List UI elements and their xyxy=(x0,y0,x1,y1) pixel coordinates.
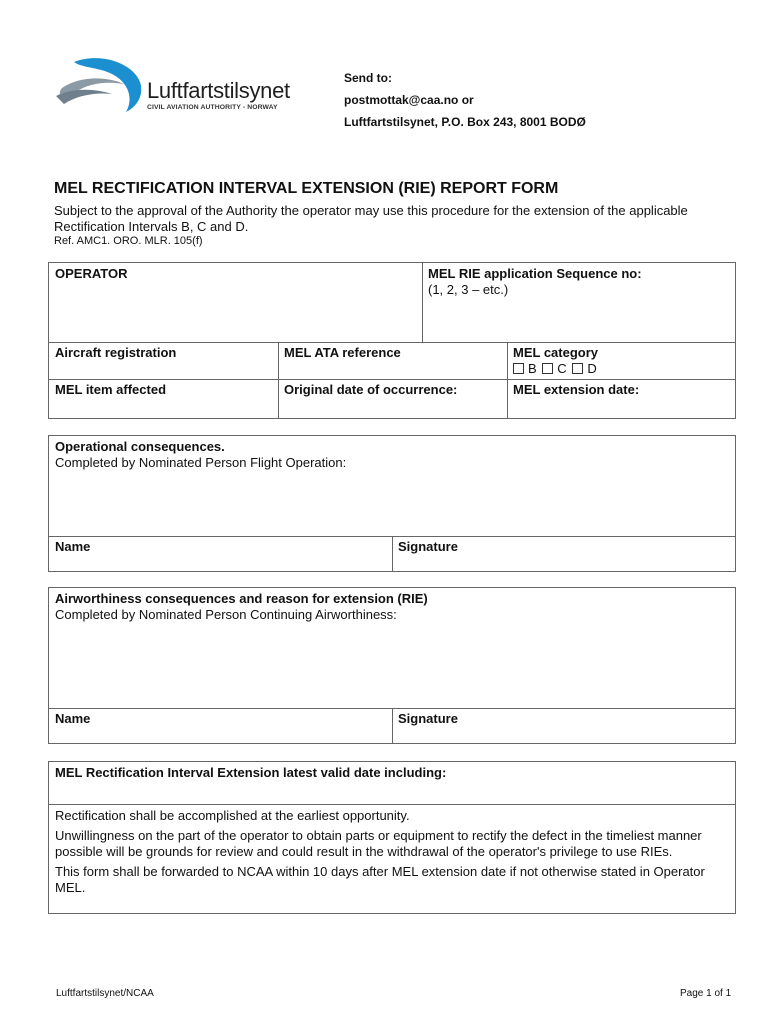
rie-notes xyxy=(49,804,735,913)
send-to-label: Send to: xyxy=(344,71,392,85)
note-unwillingness: Unwillingness on the part of the operator to obtain parts or equipment to rectify the defect in the timeliest manner possible will be grounds for review and could result in the withdrawal of the operator's privilege to use RIEs. xyxy=(55,828,702,859)
operational-signature-field[interactable] xyxy=(392,536,735,571)
airworthiness-name-label: Name xyxy=(55,711,91,726)
airworthiness-consequences-table xyxy=(48,587,736,744)
airworthiness-subheading: Completed by Nominated Person Continuing Airworthiness: xyxy=(55,607,397,622)
note-earliest-opportunity: Rectification shall be accomplished at the earliest opportunity. xyxy=(55,808,410,823)
original-date-field[interactable] xyxy=(278,379,507,419)
page-number: Page 1 of 1 xyxy=(680,988,732,999)
operator-field[interactable] xyxy=(49,263,422,342)
intro-text: Subject to the approval of the Authority the operator may use this procedure for the extension of the applicable Rectification Intervals B, C and D. xyxy=(54,203,688,234)
category-c-label: C xyxy=(557,361,567,376)
extension-date-field[interactable] xyxy=(507,379,735,419)
form-title: MEL RECTIFICATION INTERVAL EXTENSION (RIE) REPORT FORM xyxy=(54,180,559,197)
send-to-email: postmottak@caa.no or xyxy=(344,93,474,107)
airworthiness-signature-field[interactable] xyxy=(392,708,735,743)
ata-reference-label: MEL ATA reference xyxy=(284,345,401,360)
latest-valid-date-table xyxy=(48,761,736,914)
operational-consequences-table xyxy=(48,435,736,572)
send-to-address: Luftfartstilsynet, P.O. Box 243, 8001 BODØ xyxy=(344,115,586,129)
category-d-label: D xyxy=(587,361,597,376)
latest-valid-date-field[interactable] xyxy=(49,762,735,804)
sequence-label: MEL RIE application Sequence no: xyxy=(428,266,642,281)
original-date-label: Original date of occurrence: xyxy=(284,382,458,397)
operational-name-label: Name xyxy=(55,539,91,554)
sequence-number-field[interactable] xyxy=(422,263,735,342)
category-b-label: B xyxy=(528,361,537,376)
logo-subtitle: CIVIL AVIATION AUTHORITY - NORWAY xyxy=(147,104,278,111)
category-b-checkbox[interactable] xyxy=(513,363,524,374)
category-d-checkbox[interactable] xyxy=(572,363,583,374)
operational-subheading: Completed by Nominated Person Flight Operation: xyxy=(55,455,347,470)
latest-valid-date-heading: MEL Rectification Interval Extension latest valid date including: xyxy=(55,765,447,780)
airworthiness-signature-label: Signature xyxy=(398,711,458,726)
airworthiness-heading: Airworthiness consequences and reason for extension (RIE) xyxy=(55,591,428,606)
category-c-checkbox[interactable] xyxy=(542,363,553,374)
operational-name-field[interactable] xyxy=(49,536,392,571)
mel-category-label: MEL category xyxy=(513,345,599,360)
operational-heading: Operational consequences. xyxy=(55,439,225,454)
operator-label: OPERATOR xyxy=(55,266,128,281)
item-affected-label: MEL item affected xyxy=(55,382,167,397)
item-affected-field[interactable] xyxy=(49,379,278,419)
luftfartstilsynet-logo xyxy=(54,54,304,124)
logo-swoosh-icon xyxy=(54,54,146,124)
aircraft-registration-label: Aircraft registration xyxy=(55,345,177,360)
extension-date-label: MEL extension date: xyxy=(513,382,640,397)
footer-organization: Luftfartstilsynet/NCAA xyxy=(56,988,154,999)
ata-reference-field[interactable] xyxy=(278,342,507,379)
mel-category-field xyxy=(507,342,735,379)
airworthiness-consequences-field[interactable] xyxy=(49,588,735,708)
sequence-hint: (1, 2, 3 – etc.) xyxy=(428,282,509,297)
note-forwarding: This form shall be forwarded to NCAA within 10 days after MEL extension date if not otherwise stated in Operator MEL. xyxy=(55,864,705,895)
operational-consequences-field[interactable] xyxy=(49,436,735,536)
operational-signature-label: Signature xyxy=(398,539,458,554)
aircraft-registration-field[interactable] xyxy=(49,342,278,379)
airworthiness-name-field[interactable] xyxy=(49,708,392,743)
reference-text: Ref. AMC1. ORO. MLR. 105(f) xyxy=(54,235,203,247)
operator-details-table xyxy=(48,262,736,419)
logo-name: Luftfartstilsynet xyxy=(147,78,290,103)
send-to-block xyxy=(344,67,586,133)
